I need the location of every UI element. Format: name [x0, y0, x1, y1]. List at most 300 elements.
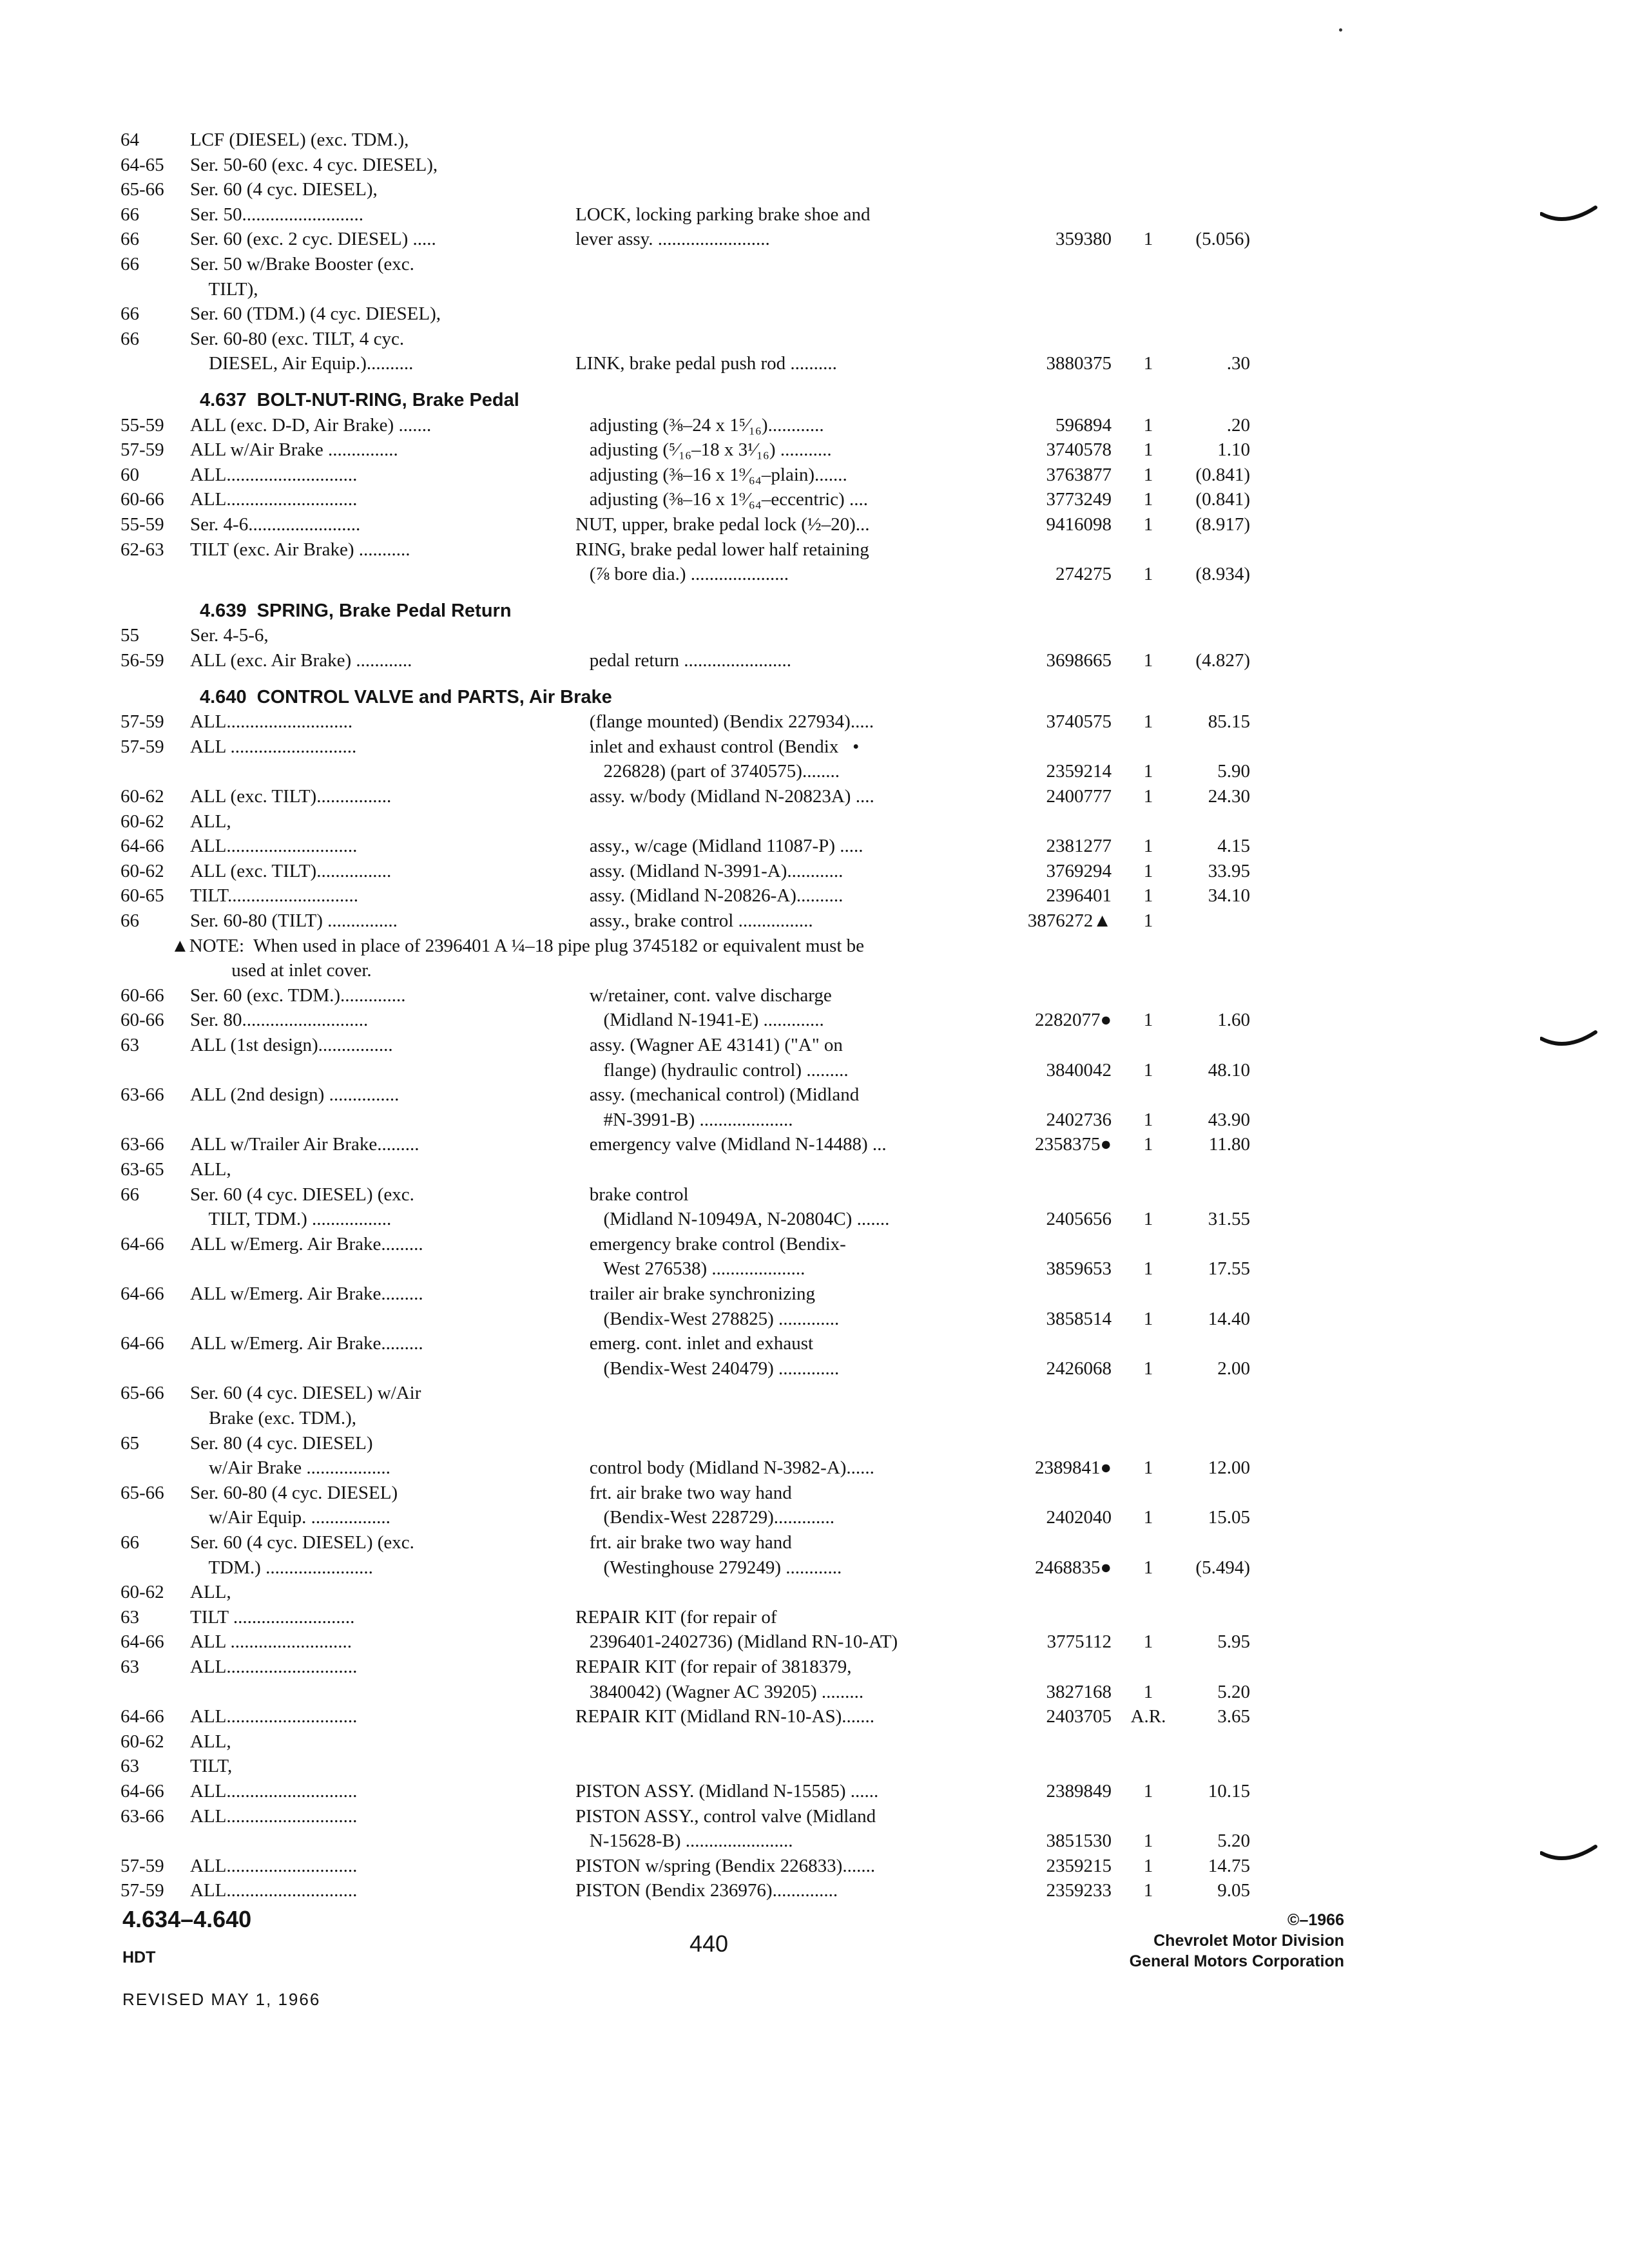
model-application: TILT............................ — [190, 885, 358, 906]
year-range: 62-63 — [120, 539, 164, 560]
quantity: 1 — [1143, 1134, 1153, 1155]
model-application: ALL (exc. TILT)................ — [190, 861, 392, 881]
year-range: 65-66 — [120, 179, 164, 200]
price: 3.65 — [1217, 1706, 1250, 1727]
model-application: Ser. 60 (4 cyc. DIESEL), — [190, 179, 378, 200]
quantity: 1 — [1143, 439, 1153, 460]
part-description: adjusting (⅜–16 x 1⁹⁄₆₄–plain)....... — [575, 465, 847, 485]
part-number: 359380 — [1055, 229, 1112, 249]
model-application: ALL w/Emerg. Air Brake......... — [190, 1333, 423, 1354]
model-application: ALL ........................... — [190, 736, 357, 757]
parts-row — [0, 1754, 1629, 1778]
model-code: HDT — [122, 1948, 156, 1966]
parts-row — [0, 1157, 1629, 1182]
parts-row — [0, 1008, 1629, 1032]
model-application: ALL (2nd design) ............... — [190, 1084, 400, 1105]
part-number: 2359214 — [1046, 761, 1112, 782]
model-application: Ser. 80 (4 cyc. DIESEL) — [190, 1433, 373, 1454]
part-number: 3773249 — [1046, 489, 1112, 510]
model-application: ALL (exc. TILT)................ — [190, 786, 392, 807]
quantity: 1 — [1143, 650, 1153, 671]
price: 5.95 — [1217, 1631, 1250, 1652]
model-application: ALL............................ — [190, 465, 358, 485]
part-description: RING, brake pedal lower half retaining — [575, 539, 869, 560]
model-application: Ser. 60 (exc. 2 cyc. DIESEL) ..... — [190, 229, 436, 249]
parts-row — [0, 1033, 1629, 1057]
part-number: 3698665 — [1046, 650, 1112, 671]
model-application: LCF (DIESEL) (exc. TDM.), — [190, 130, 409, 150]
year-range: 64-66 — [120, 1781, 164, 1802]
section-range: 4.634–4.640 — [122, 1906, 252, 1932]
part-number: 2381277 — [1046, 836, 1112, 856]
year-range: 57-59 — [120, 1880, 164, 1901]
part-description: control body (Midland N-3982-A)...... — [575, 1457, 874, 1478]
year-range: 66 — [120, 910, 139, 931]
price: 5.90 — [1217, 761, 1250, 782]
parts-row — [0, 1854, 1629, 1878]
year-range: 66 — [120, 229, 139, 249]
model-application: Ser. 60-80 (4 cyc. DIESEL) — [190, 1483, 398, 1503]
price: .20 — [1226, 415, 1250, 436]
model-application: DIESEL, Air Equip.).......... — [190, 353, 414, 374]
quantity: 1 — [1143, 415, 1153, 436]
part-description: assy. (Midland N-3991-A)............ — [575, 861, 843, 881]
revision-date: REVISED MAY 1, 1966 — [122, 1990, 321, 2009]
quantity: 1 — [1143, 1358, 1153, 1379]
year-range: 64-66 — [120, 1706, 164, 1727]
part-description: N-15628-B) ....................... — [575, 1831, 793, 1851]
price: 12.00 — [1208, 1457, 1250, 1478]
price: 85.15 — [1208, 711, 1250, 732]
part-description: frt. air brake two way hand — [575, 1532, 792, 1553]
model-application: w/Air Equip. ................. — [190, 1507, 390, 1528]
part-description: emergency valve (Midland N-14488) ... — [575, 1134, 887, 1155]
parts-row — [0, 202, 1629, 227]
parts-row — [0, 1331, 1629, 1356]
model-application: ALL (exc. D-D, Air Brake) ....... — [190, 415, 432, 436]
margin-tick-mark — [1540, 1030, 1598, 1055]
year-range: 60-62 — [120, 786, 164, 807]
model-application: Ser. 60 (exc. TDM.).............. — [190, 985, 406, 1006]
year-range: 60-66 — [120, 489, 164, 510]
parts-row — [0, 1232, 1629, 1256]
parts-row — [0, 1406, 1629, 1430]
note-line — [0, 958, 1629, 983]
price: (8.917) — [1195, 514, 1250, 535]
quantity: 1 — [1143, 1781, 1153, 1802]
model-application: TDM.) ....................... — [190, 1557, 373, 1578]
parts-row — [0, 1132, 1629, 1157]
note-text: used at inlet cover. — [171, 960, 372, 981]
parts-row — [0, 648, 1629, 673]
year-range: 63 — [120, 1657, 139, 1677]
price: 15.05 — [1208, 1507, 1250, 1528]
copyright: ©–1966 — [1287, 1911, 1344, 1929]
part-number: 274275 — [1055, 564, 1112, 584]
year-range: 64-65 — [120, 155, 164, 175]
year-range: 63-66 — [120, 1806, 164, 1827]
model-application: ALL............................ — [190, 1657, 358, 1677]
price: (5.494) — [1195, 1557, 1250, 1578]
year-range: 66 — [120, 329, 139, 349]
year-range: 66 — [120, 303, 139, 324]
page-number: 440 — [689, 1930, 729, 1957]
section-heading-text: 4.637 BOLT-NUT-RING, Brake Pedal — [200, 390, 519, 410]
part-description: REPAIR KIT (for repair of — [575, 1607, 777, 1628]
year-range: 66 — [120, 254, 139, 274]
quantity: 1 — [1143, 564, 1153, 584]
quantity: 1 — [1143, 229, 1153, 249]
part-number: 3769294 — [1046, 861, 1112, 881]
year-range: 57-59 — [120, 439, 164, 460]
section-heading — [0, 685, 1629, 709]
part-description: w/retainer, cont. valve discharge — [575, 985, 832, 1006]
parts-row — [0, 1256, 1629, 1281]
part-number: 3740575 — [1046, 711, 1112, 732]
year-range: 66 — [120, 1532, 139, 1553]
parts-row — [0, 1456, 1629, 1480]
part-number: 2426068 — [1046, 1358, 1112, 1379]
price: (0.841) — [1195, 489, 1250, 510]
quantity: 1 — [1143, 1880, 1153, 1901]
part-number: 3740578 — [1046, 439, 1112, 460]
price: .30 — [1226, 353, 1250, 374]
quantity: 1 — [1143, 885, 1153, 906]
model-application: TILT .......................... — [190, 1607, 355, 1628]
model-application: ALL, — [190, 1159, 231, 1180]
part-number: 3775112 — [1046, 1631, 1112, 1652]
parts-row — [0, 983, 1629, 1008]
quantity: 1 — [1143, 786, 1153, 807]
parts-row — [0, 623, 1629, 648]
year-range: 60-62 — [120, 1731, 164, 1752]
price: 43.90 — [1208, 1110, 1250, 1130]
year-range: 63-65 — [120, 1159, 164, 1180]
parts-row — [0, 227, 1629, 251]
part-description: 3840042) (Wagner AC 39205) ......... — [575, 1682, 864, 1702]
parts-row — [0, 1307, 1629, 1331]
parts-row — [0, 1182, 1629, 1207]
part-number: 3876272▲ — [1027, 910, 1112, 931]
part-number: 3851530 — [1046, 1831, 1112, 1851]
part-description: REPAIR KIT (Midland RN-10-AS)....... — [575, 1706, 875, 1727]
part-description: frt. air brake two way hand — [575, 1483, 792, 1503]
year-range: 60-65 — [120, 885, 164, 906]
part-number: 9416098 — [1046, 514, 1112, 535]
model-application: TILT, TDM.) ................. — [190, 1209, 392, 1229]
parts-row — [0, 1530, 1629, 1555]
price: 14.40 — [1208, 1309, 1250, 1329]
year-range: 60-62 — [120, 1582, 164, 1602]
year-range: 64-66 — [120, 1333, 164, 1354]
model-application: TILT (exc. Air Brake) ........... — [190, 539, 410, 560]
model-application: w/Air Brake .................. — [190, 1457, 390, 1478]
part-description: (⅞ bore dia.) ..................... — [575, 564, 789, 584]
year-range: 63 — [120, 1035, 139, 1055]
part-description: 226828) (part of 3740575)........ — [575, 761, 840, 782]
part-description: (Midland N-1941-E) ............. — [575, 1010, 824, 1030]
parts-row — [0, 413, 1629, 437]
parts-row — [0, 1108, 1629, 1132]
parts-row — [0, 908, 1629, 933]
parts-row — [0, 1481, 1629, 1505]
model-application: ALL, — [190, 1582, 231, 1602]
quantity: 1 — [1143, 1110, 1153, 1130]
model-application: Ser. 50.......................... — [190, 204, 364, 225]
part-description: LOCK, locking parking brake shoe and — [575, 204, 871, 225]
parts-row — [0, 1629, 1629, 1654]
part-description: assy. (Midland N-20826-A).......... — [575, 885, 843, 906]
year-range: 64-66 — [120, 1283, 164, 1304]
parts-row — [0, 1282, 1629, 1306]
model-application: ALL............................ — [190, 1806, 358, 1827]
section-heading — [0, 388, 1629, 412]
year-range: 55-59 — [120, 415, 164, 436]
margin-tick-mark — [1540, 205, 1598, 231]
parts-row — [0, 859, 1629, 883]
price: 1.10 — [1217, 439, 1250, 460]
part-number: 2403705 — [1046, 1706, 1112, 1727]
part-number: 3859653 — [1046, 1258, 1112, 1279]
part-description: assy., brake control ................ — [575, 910, 813, 931]
year-range: 55-59 — [120, 514, 164, 535]
part-description: 2396401-2402736) (Midland RN-10-AT) — [575, 1631, 898, 1652]
parts-row — [0, 153, 1629, 177]
year-range: 57-59 — [120, 1856, 164, 1876]
year-range: 64-66 — [120, 1234, 164, 1254]
parts-row — [0, 1804, 1629, 1829]
part-description: assy. (mechanical control) (Midland — [575, 1084, 860, 1105]
model-application: ALL............................ — [190, 1880, 358, 1901]
parts-row — [0, 437, 1629, 462]
parts-row — [0, 1878, 1629, 1903]
part-description: (Bendix-West 228729)............. — [575, 1507, 835, 1528]
parts-row — [0, 1704, 1629, 1729]
model-application: ALL............................ — [190, 1781, 358, 1802]
quantity: 1 — [1143, 353, 1153, 374]
part-description: assy. w/body (Midland N-20823A) .... — [575, 786, 874, 807]
part-number: 3840042 — [1046, 1060, 1112, 1081]
year-range: 63 — [120, 1756, 139, 1776]
price: 31.55 — [1208, 1209, 1250, 1229]
year-range: 60-62 — [120, 861, 164, 881]
part-description: adjusting (⅜–24 x 1⁵⁄₁₆)............ — [575, 415, 824, 436]
parts-row — [0, 1431, 1629, 1456]
part-number: 2282077● — [1034, 1010, 1112, 1030]
quantity: 1 — [1143, 1457, 1153, 1478]
parts-row — [0, 302, 1629, 326]
division-name: Chevrolet Motor Division — [1153, 1932, 1344, 1950]
part-description: pedal return ....................... — [575, 650, 792, 671]
model-application: ALL .......................... — [190, 1631, 352, 1652]
model-application: TILT, — [190, 1756, 233, 1776]
part-number: 2389849 — [1046, 1781, 1112, 1802]
model-application: Ser. 50-60 (exc. 4 cyc. DIESEL), — [190, 155, 438, 175]
part-description: (Midland N-10949A, N-20804C) ....... — [575, 1209, 890, 1229]
quantity: 1 — [1143, 711, 1153, 732]
price: 9.05 — [1217, 1880, 1250, 1901]
parts-row — [0, 1779, 1629, 1803]
price: 5.20 — [1217, 1831, 1250, 1851]
part-description: PISTON w/spring (Bendix 226833)....... — [575, 1856, 876, 1876]
part-description: brake control — [575, 1184, 689, 1205]
part-description: #N-3991-B) .................... — [575, 1110, 793, 1130]
parts-row — [0, 834, 1629, 858]
part-description: flange) (hydraulic control) ......... — [575, 1060, 849, 1081]
note-line — [0, 934, 1629, 958]
model-application: Ser. 60 (TDM.) (4 cyc. DIESEL), — [190, 303, 441, 324]
section-heading-text: 4.640 CONTROL VALVE and PARTS, Air Brake — [200, 687, 612, 707]
part-description: PISTON (Bendix 236976).............. — [575, 1880, 838, 1901]
parts-row — [0, 1680, 1629, 1704]
quantity: 1 — [1143, 489, 1153, 510]
year-range: 60-62 — [120, 811, 164, 832]
part-number: 2402736 — [1046, 1110, 1112, 1130]
part-number: 2468835● — [1034, 1557, 1112, 1578]
parts-row — [0, 1505, 1629, 1530]
model-application: Ser. 80........................... — [190, 1010, 369, 1030]
quantity: 1 — [1143, 1507, 1153, 1528]
year-range: 63 — [120, 1607, 139, 1628]
parts-row — [0, 809, 1629, 834]
parts-row — [0, 735, 1629, 759]
parts-row — [0, 562, 1629, 586]
model-application: Ser. 60-80 (TILT) ............... — [190, 910, 398, 931]
section-heading — [0, 599, 1629, 623]
part-number: 2400777 — [1046, 786, 1112, 807]
note-text: ▲NOTE: When used in place of 2396401 A ¼–18 pipe plug 3745182 or equivalent must be — [171, 936, 865, 956]
parts-row — [0, 784, 1629, 809]
quantity: 1 — [1143, 910, 1153, 931]
part-description: assy., w/cage (Midland 11087-P) ..... — [575, 836, 863, 856]
part-description: West 276538) .................... — [575, 1258, 805, 1279]
parts-row — [0, 1829, 1629, 1853]
model-application: ALL........................... — [190, 711, 353, 732]
model-application: Ser. 60 (4 cyc. DIESEL) w/Air — [190, 1383, 421, 1403]
parts-row — [0, 537, 1629, 562]
quantity: 1 — [1143, 1856, 1153, 1876]
part-description: PISTON ASSY. (Midland N-15585) ...... — [575, 1781, 879, 1802]
parts-row — [0, 252, 1629, 276]
parts-row — [0, 1381, 1629, 1405]
part-number: 2405656 — [1046, 1209, 1112, 1229]
quantity: 1 — [1143, 1557, 1153, 1578]
model-application: ALL (1st design)................ — [190, 1035, 393, 1055]
price: 48.10 — [1208, 1060, 1250, 1081]
parts-row — [0, 1729, 1629, 1754]
part-description: lever assy. ........................ — [575, 229, 770, 249]
model-application: Ser. 4-5-6, — [190, 625, 269, 646]
parts-row — [0, 351, 1629, 376]
model-application: ALL............................ — [190, 836, 358, 856]
price: (0.841) — [1195, 465, 1250, 485]
price: 33.95 — [1208, 861, 1250, 881]
year-range: 56-59 — [120, 650, 164, 671]
year-range: 65-66 — [120, 1383, 164, 1403]
model-application: Ser. 60-80 (exc. TILT, 4 cyc. — [190, 329, 405, 349]
year-range: 66 — [120, 204, 139, 225]
part-number: 2402040 — [1046, 1507, 1112, 1528]
quantity: 1 — [1143, 1010, 1153, 1030]
model-application: Ser. 50 w/Brake Booster (exc. — [190, 254, 414, 274]
part-number: 596894 — [1055, 415, 1112, 436]
price: 34.10 — [1208, 885, 1250, 906]
part-description: (flange mounted) (Bendix 227934)..... — [575, 711, 874, 732]
part-description: adjusting (⁵⁄₁₆–18 x 3¹⁄₁₆) ........... — [575, 439, 832, 460]
part-number: 3827168 — [1046, 1682, 1112, 1702]
quantity: 1 — [1143, 1309, 1153, 1329]
parts-row — [0, 759, 1629, 783]
quantity: 1 — [1143, 1060, 1153, 1081]
parts-row — [0, 128, 1629, 152]
year-range: 63-66 — [120, 1084, 164, 1105]
model-application: Ser. 60 (4 cyc. DIESEL) (exc. — [190, 1532, 414, 1553]
price: 4.15 — [1217, 836, 1250, 856]
quantity: 1 — [1143, 514, 1153, 535]
part-description: assy. (Wagner AE 43141) ("A" on — [575, 1035, 843, 1055]
year-range: 65 — [120, 1433, 139, 1454]
year-range: 60-66 — [120, 1010, 164, 1030]
parts-row — [0, 327, 1629, 351]
part-description: (Bendix-West 240479) ............. — [575, 1358, 840, 1379]
price: 14.75 — [1208, 1856, 1250, 1876]
model-application: ALL, — [190, 811, 231, 832]
parts-row — [0, 1082, 1629, 1107]
part-description: adjusting (⅜–16 x 1⁹⁄₆₄–eccentric) .... — [575, 489, 868, 510]
part-description: emergency brake control (Bendix- — [575, 1234, 846, 1254]
part-number: 2359233 — [1046, 1880, 1112, 1901]
quantity: 1 — [1143, 465, 1153, 485]
section-heading-text: 4.639 SPRING, Brake Pedal Return — [200, 601, 512, 621]
part-number: 2389841● — [1034, 1457, 1112, 1478]
parts-row — [0, 1605, 1629, 1629]
quantity: 1 — [1143, 836, 1153, 856]
part-description: NUT, upper, brake pedal lock (½–20)... — [575, 514, 870, 535]
part-description: PISTON ASSY., control valve (Midland — [575, 1806, 876, 1827]
model-application: ALL w/Trailer Air Brake......... — [190, 1134, 419, 1155]
margin-tick-mark — [1540, 1844, 1598, 1870]
year-range: 64 — [120, 130, 139, 150]
model-application: Ser. 4-6........................ — [190, 514, 361, 535]
model-application: ALL w/Emerg. Air Brake......... — [190, 1283, 423, 1304]
part-number: 2396401 — [1046, 885, 1112, 906]
price: 5.20 — [1217, 1682, 1250, 1702]
part-number: 2359215 — [1046, 1856, 1112, 1876]
parts-row — [0, 883, 1629, 908]
parts-row — [0, 1356, 1629, 1381]
model-application: ALL............................ — [190, 1706, 358, 1727]
price: 17.55 — [1208, 1258, 1250, 1279]
part-number: 3763877 — [1046, 465, 1112, 485]
parts-row — [0, 177, 1629, 202]
year-range: 57-59 — [120, 736, 164, 757]
price: 10.15 — [1208, 1781, 1250, 1802]
model-application: TILT), — [190, 279, 258, 300]
part-description: emerg. cont. inlet and exhaust — [575, 1333, 814, 1354]
model-application: ALL, — [190, 1731, 231, 1752]
parts-row — [0, 1655, 1629, 1679]
parts-row — [0, 1058, 1629, 1082]
part-description: LINK, brake pedal push rod .......... — [575, 353, 837, 374]
part-description: trailer air brake synchronizing — [575, 1283, 816, 1304]
part-number: 2358375● — [1034, 1134, 1112, 1155]
model-application: ALL (exc. Air Brake) ............ — [190, 650, 412, 671]
price: 24.30 — [1208, 786, 1250, 807]
quantity: A.R. — [1130, 1706, 1166, 1727]
part-number: 3880375 — [1046, 353, 1112, 374]
quantity: 1 — [1143, 1258, 1153, 1279]
year-range: 60 — [120, 465, 139, 485]
